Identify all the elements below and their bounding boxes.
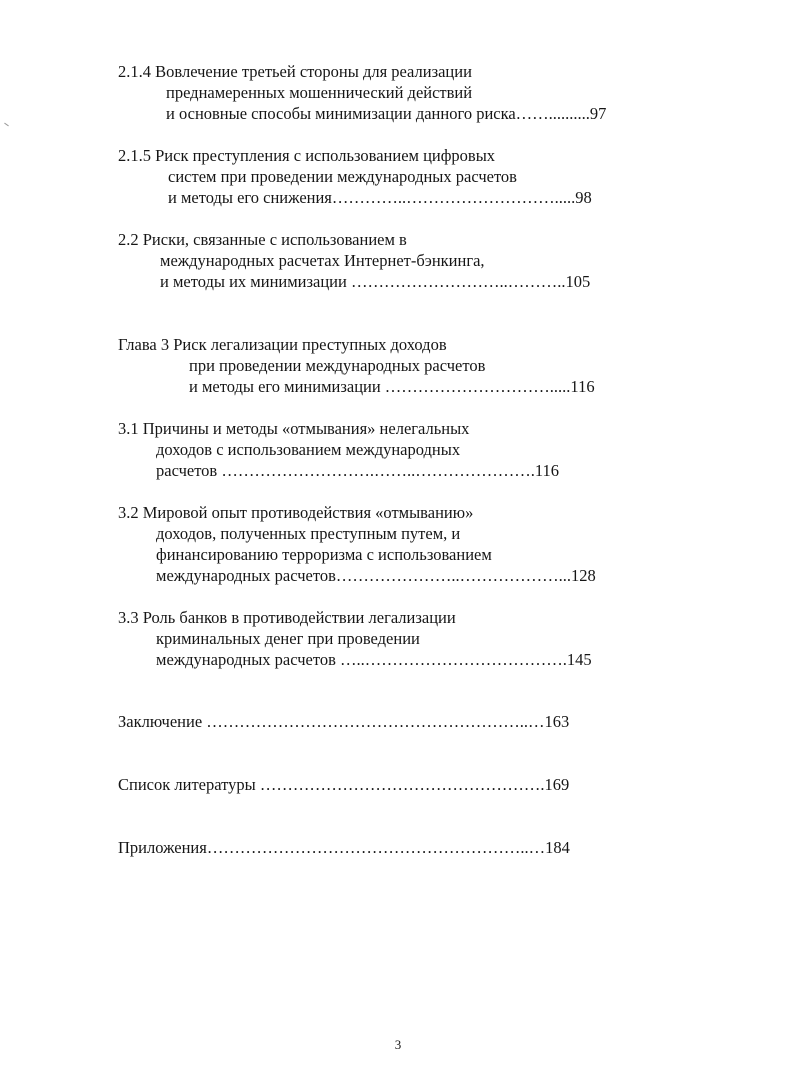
toc-entry-2-2-line-3: и методы их минимизации ………………………..………..105 <box>160 272 591 291</box>
toc-entry-3-1-line-2: доходов с использованием международных <box>156 440 461 459</box>
toc-chapter-3-line-2: при проведении международных расчетов <box>189 356 486 375</box>
page-number: 3 <box>394 1037 402 1052</box>
toc-entry-2-2-line-2: международных расчетах Интернет-бэнкинга, <box>160 251 485 270</box>
toc-entry-3-1-line-1: 3.1 Причины и методы «отмывания» нелегальных <box>118 419 470 438</box>
toc-entry-3-2-line-3: финансированию терроризма с использованием <box>156 545 492 564</box>
toc-entry-3-2-line-2: доходов, полученных преступным путем, и <box>156 524 461 543</box>
toc-entry-3-2-line-4: международных расчетов…………………..………………...128 <box>156 566 596 585</box>
toc-entry-bibliography: Список литературы …………………………………………….169 <box>118 775 570 794</box>
toc-entry-2-1-4-line-2: преднамеренных мошеннический действий <box>166 83 473 102</box>
toc-entry-3-2-line-1: 3.2 Мировой опыт противодействия «отмыванию» <box>118 503 474 522</box>
toc-entry-3-3-line-1: 3.3 Роль банков в противодействии легализации <box>118 608 456 627</box>
toc-entry-conclusion: Заключение …………………………………………………..…163 <box>118 712 570 731</box>
toc-entry-2-2-line-1: 2.2 Риски, связанные с использованием в <box>118 230 407 249</box>
toc-entry-2-1-5-line-3: и методы его снижения…………..……………………….....98 <box>168 188 592 207</box>
toc-entry-3-3-line-2: криминальных денег при проведении <box>156 629 420 648</box>
scan-artifact-mark <box>4 123 9 127</box>
toc-entry-2-1-5-line-1: 2.1.5 Риск преступления с использованием цифровых <box>118 146 496 165</box>
toc-entry-3-3-line-3: международных расчетов …..……………………………….145 <box>156 650 592 669</box>
toc-entry-2-1-5-line-2: систем при проведении международных расчетов <box>168 167 517 186</box>
toc-entry-2-1-4-line-3: и основные способы минимизации данного риска……..........97 <box>166 104 607 123</box>
toc-entry-2-1-4-line-1: 2.1.4 Вовлечение третьей стороны для реализации <box>118 62 472 81</box>
toc-entry-appendices: Приложения…………………………………………………..…184 <box>118 838 570 857</box>
toc-entry-3-1-line-3: расчетов ……………………….……..………………….116 <box>156 461 559 480</box>
toc-chapter-3-line-3: и методы его минимизации ………………………….....116 <box>189 377 595 396</box>
toc-chapter-3-line-1: Глава 3 Риск легализации преступных доходов <box>118 335 447 354</box>
